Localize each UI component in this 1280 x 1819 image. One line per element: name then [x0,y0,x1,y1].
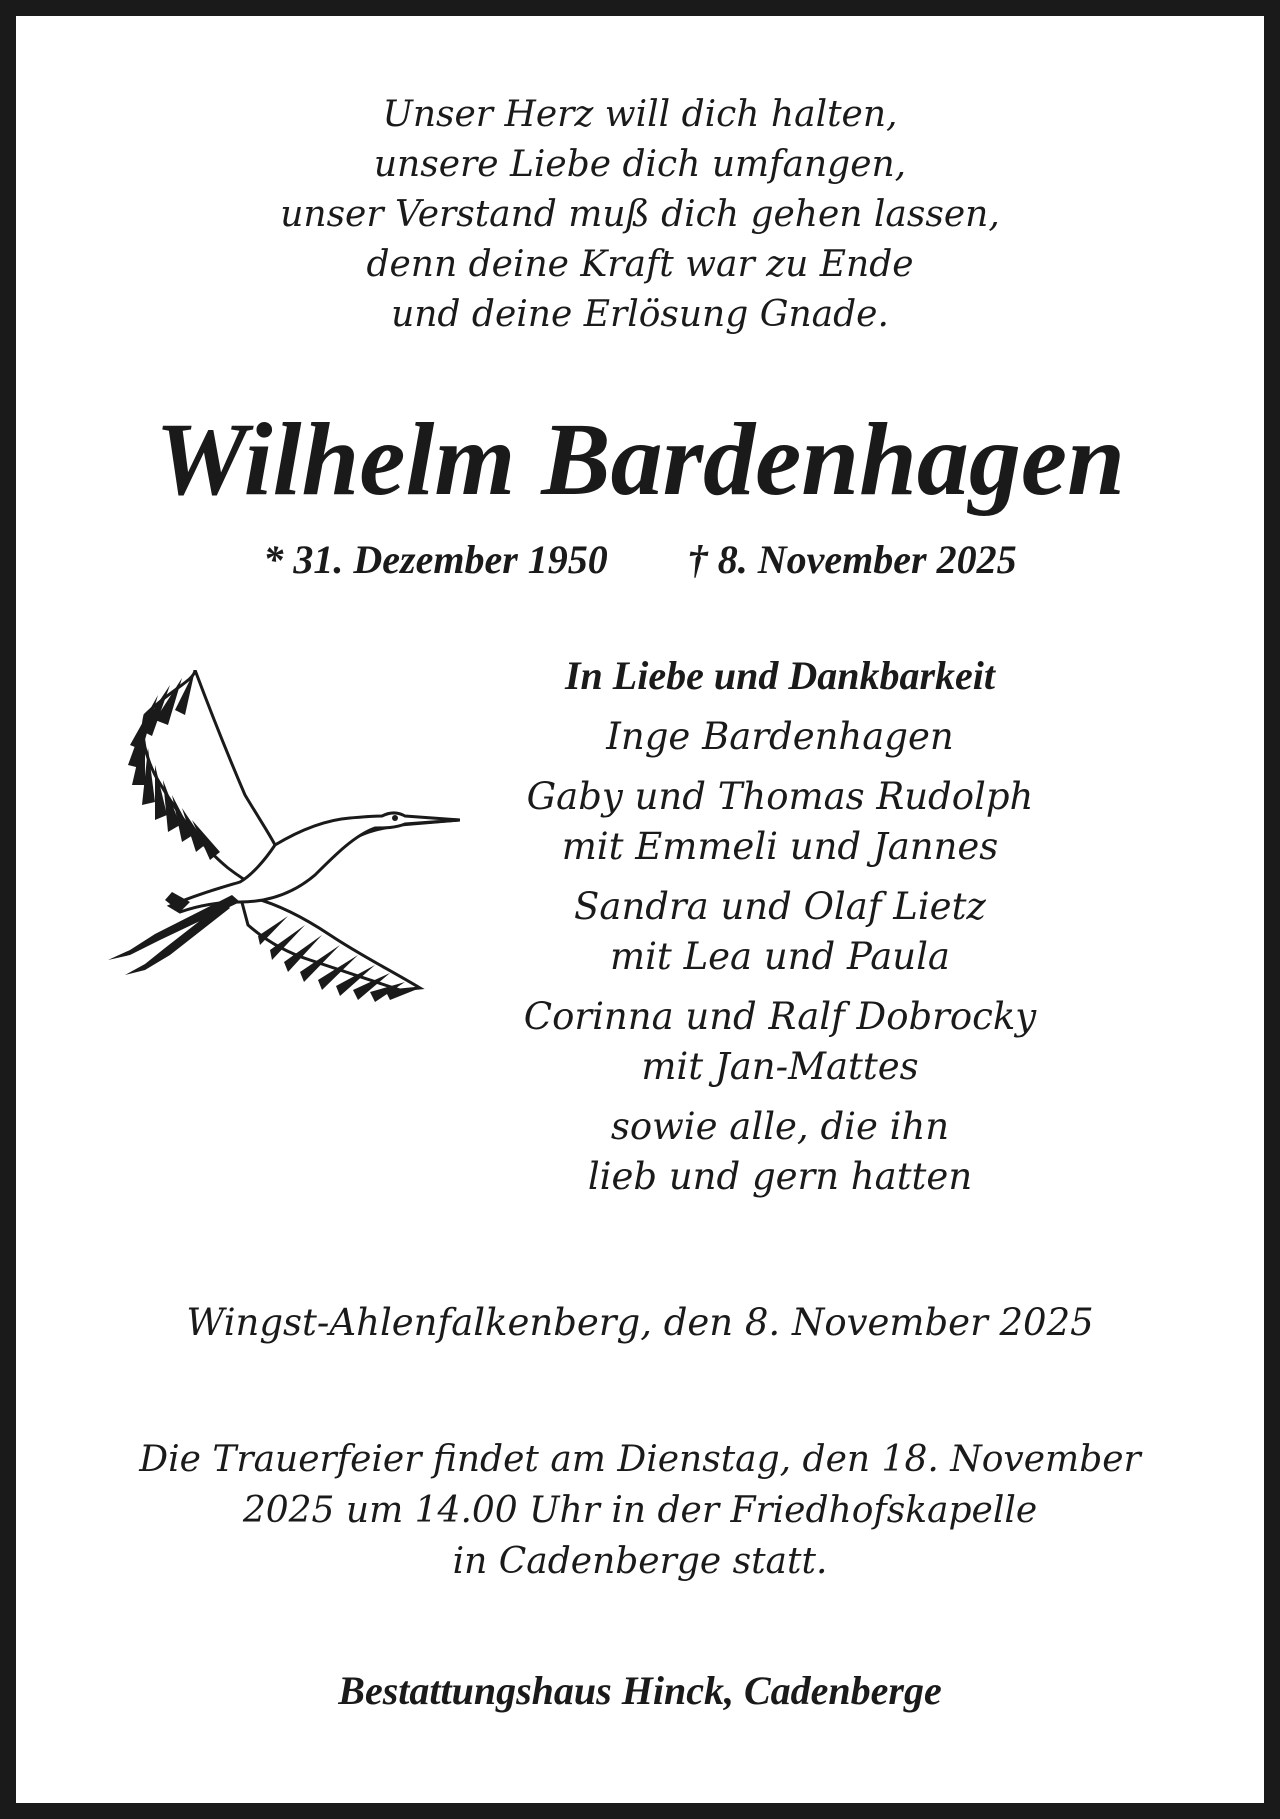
poem-line: Unser Herz will dich halten, [382,94,898,135]
mourner-line: mit Emmeli und Jannes [561,825,999,868]
flying-crane-icon [100,670,460,1030]
family-heading: In Liebe und Dankbarkeit [564,653,996,698]
mourner-line: Gaby und Thomas Rudolph [526,775,1034,818]
mourner-line: Sandra und Olaf Lietz [574,885,986,928]
funeral-ceremony-notice [16,1434,1264,1587]
mourner-group [490,772,1070,872]
mourner-line: mit Jan-Mattes [641,1045,919,1088]
death-date: † 8. November 2025 [687,537,1017,582]
ceremony-line: in Cadenberge statt. [452,1541,828,1582]
mourner-group [490,712,1070,762]
ceremony-line: 2025 um 14.00 Uhr in der Friedhofskapelle [242,1490,1038,1531]
mourner-line: sowie alle, die ihn [610,1105,950,1148]
mourner-line: mit Lea und Paula [610,935,950,978]
ceremony-line: Die Trauerfeier findet am Dienstag, den 18. November [139,1439,1141,1480]
place-and-date: Wingst-Ahlenfalkenberg, den 8. November 2025 [186,1301,1094,1344]
mourners-list [490,648,1070,1212]
poem-line: denn deine Kraft war zu Ende [366,244,914,285]
deceased-name: Wilhelm Bardenhagen [155,402,1125,517]
poem-line: unser Verstand muß dich gehen lassen, [280,194,1000,235]
poem-line: unsere Liebe dich umfangen, [373,144,907,185]
life-dates [16,535,1264,585]
mourner-group [490,992,1070,1092]
memorial-poem [16,90,1264,340]
mourner-group [490,882,1070,982]
mourner-line: Inge Bardenhagen [606,715,954,758]
mourner-line: Corinna und Ralf Dobrocky [523,995,1037,1038]
mourner-line: lieb und gern hatten [587,1155,973,1198]
mourner-group [490,1102,1070,1202]
funeral-home: Bestattungshaus Hinck, Cadenberge [338,1668,942,1713]
birth-date: * 31. Dezember 1950 [263,537,608,582]
poem-line: und deine Erlösung Gnade. [391,294,889,335]
